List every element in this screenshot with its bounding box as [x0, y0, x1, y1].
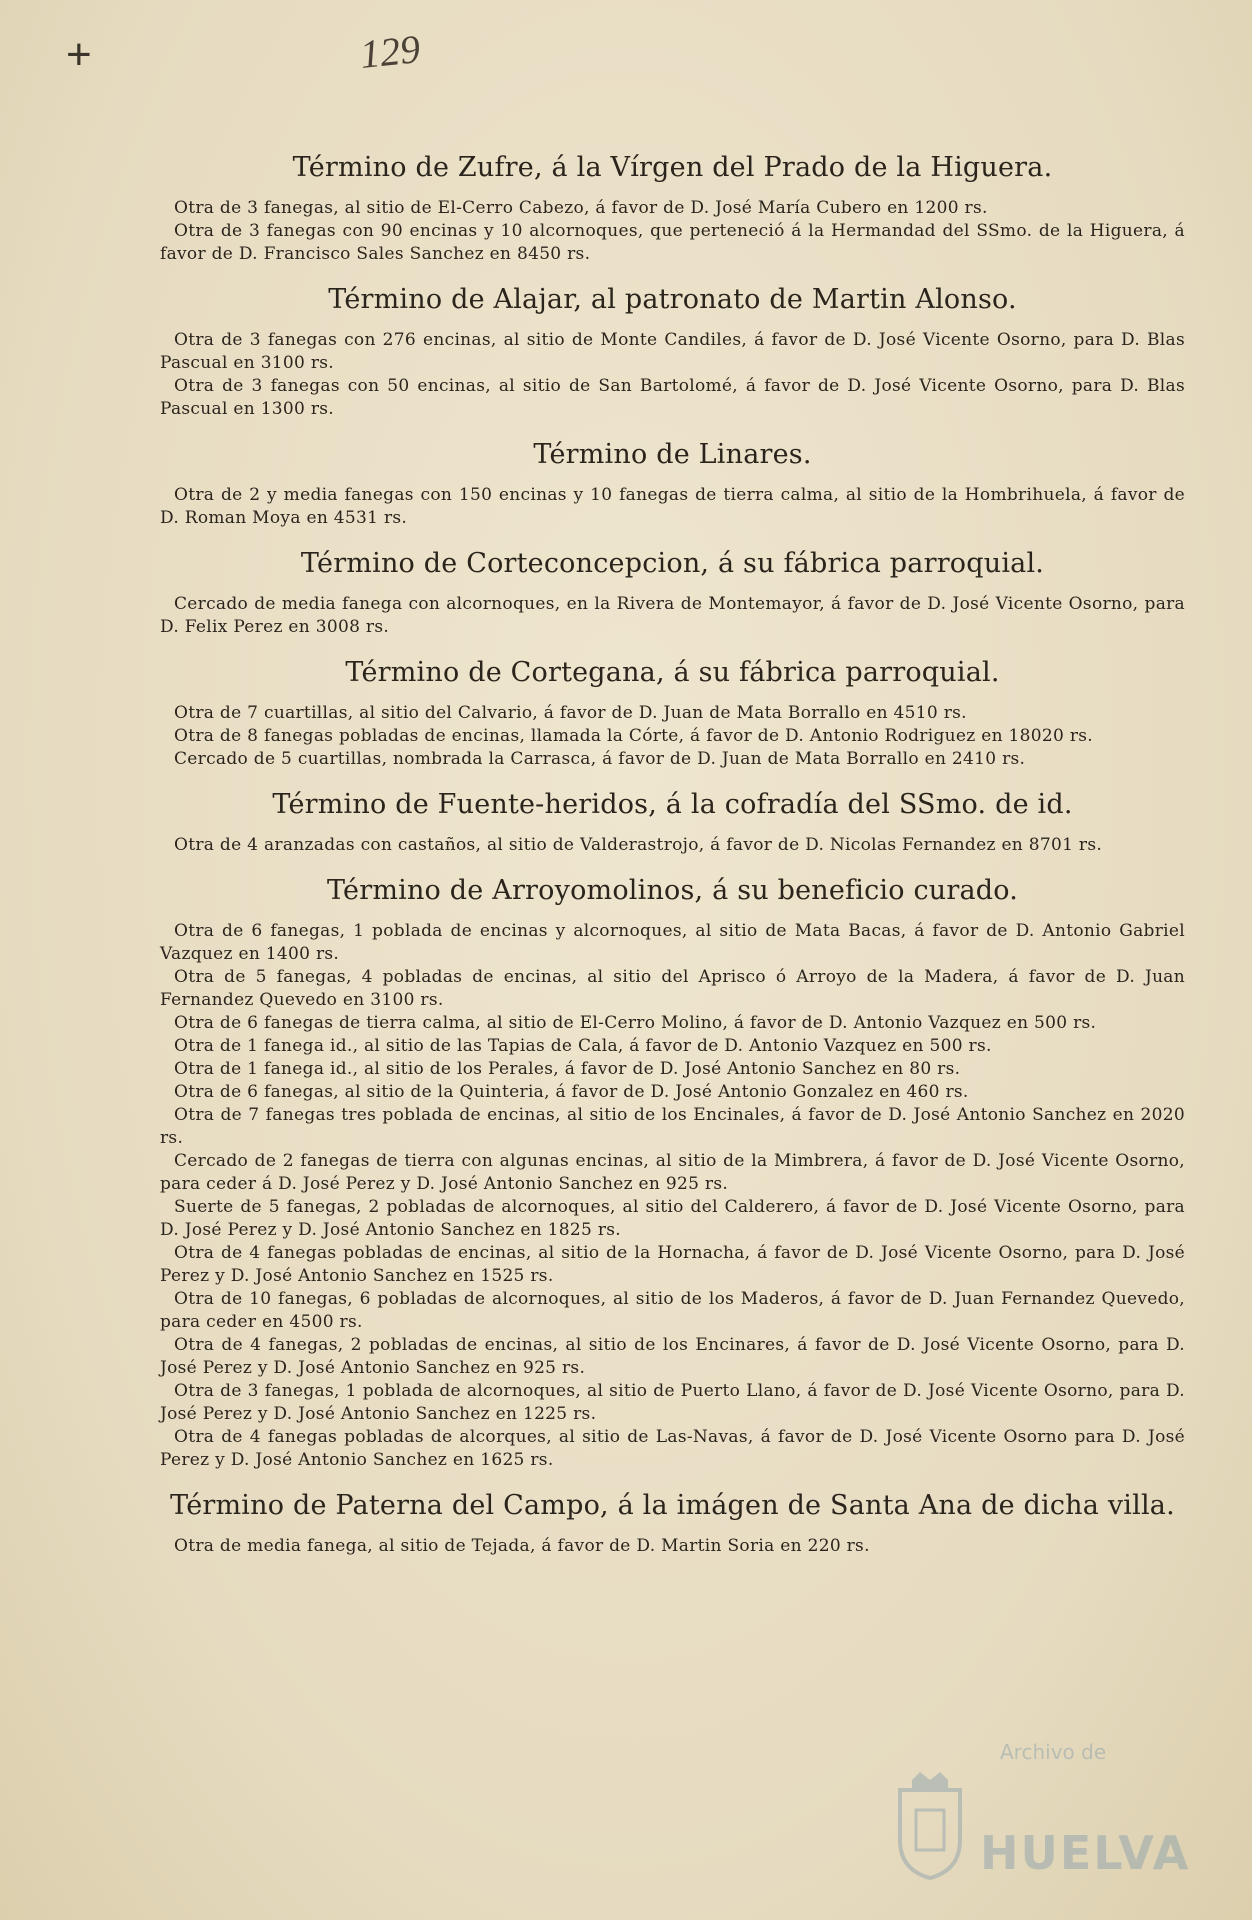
entry: Otra de 10 fanegas, 6 pobladas de alcornoques, al sitio de los Maderos, á favor de D. Juan Fernandez Quevedo, para ceder en 4500 rs. [160, 1289, 1185, 1332]
entry: Cercado de 5 cuartillas, nombrada la Carrasca, á favor de D. Juan de Mata Borrallo en 2410 rs. [174, 749, 1026, 769]
section-fuente-heridos [160, 777, 1185, 857]
entry: Otra de 4 aranzadas con castaños, al sitio de Valderastrojo, á favor de D. Nicolas Fernandez en 8701 rs. [174, 835, 1103, 855]
section-heading: Término de Zufre, á la Vírgen del Prado de la Higuera. [292, 152, 1053, 183]
entry: Otra de 4 fanegas, 2 pobladas de encinas, al sitio de los Encinares, á favor de D. José Vicente Osorno, para D. José Perez y D. José Antonio Sanchez en 925 rs. [160, 1335, 1185, 1378]
entry: Otra de 1 fanega id., al sitio de los Perales, á favor de D. José Antonio Sanchez en 80 rs. [174, 1059, 961, 1079]
entry: Otra de 3 fanegas, al sitio de El-Cerro Cabezo, á favor de D. José María Cubero en 1200 rs. [174, 198, 988, 218]
entry: Otra de 3 fanegas con 90 encinas y 10 alcornoques, que perteneció á la Hermandad del SSmo. de la Higuera, á favor de D. Francisco Sales Sanchez en 8450 rs. [160, 221, 1185, 264]
entry: Otra de media fanega, al sitio de Tejada, á favor de D. Martin Soria en 220 rs. [174, 1536, 870, 1556]
section-heading: Término de Cortegana, á su fábrica parroquial. [345, 657, 1000, 688]
handwritten-folio-number: 129 [357, 25, 423, 78]
entry: Otra de 4 fanegas pobladas de encinas, al sitio de la Hornacha, á favor de D. José Vicente Osorno, para D. José Perez y D. José Antonio Sanchez en 1525 rs. [160, 1243, 1185, 1286]
watermark-archive-text: Archivo de [1000, 1740, 1107, 1764]
section-heading: Término de Fuente-heridos, á la cofradía del SSmo. de id. [272, 789, 1073, 820]
document-body [160, 140, 1185, 1564]
entry: Otra de 7 fanegas tres poblada de encinas, al sitio de los Encinales, á favor de D. José Antonio Sanchez en 2020 rs. [160, 1105, 1185, 1148]
entry: Otra de 3 fanegas con 50 encinas, al sitio de San Bartolomé, á favor de D. José Vicente Osorno, para D. Blas Pascual en 1300 rs. [160, 376, 1185, 419]
entry: Otra de 3 fanegas, 1 poblada de alcornoques, al sitio de Puerto Llano, á favor de D. José Vicente Osorno, para D. José Perez y D. José Antonio Sanchez en 1225 rs. [160, 1381, 1185, 1424]
entry: Otra de 4 fanegas pobladas de alcorques, al sitio de Las-Navas, á favor de D. José Vicente Osorno para D. José Perez y D. José Antonio Sanchez en 1625 rs. [160, 1427, 1185, 1470]
watermark-huelva-text: HUELVA [980, 1826, 1191, 1880]
entry: Otra de 1 fanega id., al sitio de las Tapias de Cala, á favor de D. Antonio Vazquez en 500 rs. [174, 1036, 992, 1056]
section-heading: Término de Arroyomolinos, á su beneficio curado. [326, 875, 1019, 906]
handwritten-plus-mark: + [66, 30, 92, 79]
section-heading: Término de Alajar, al patronato de Martin Alonso. [328, 284, 1017, 315]
section-paterna [160, 1478, 1185, 1558]
entry: Otra de 5 fanegas, 4 pobladas de encinas, al sitio del Aprisco ó Arroyo de la Madera, á favor de D. Juan Fernandez Quevedo en 3100 rs. [160, 967, 1185, 1010]
entry: Otra de 6 fanegas, al sitio de la Quinteria, á favor de D. José Antonio Gonzalez en 460 rs. [174, 1082, 969, 1102]
entry: Otra de 2 y media fanegas con 150 encinas y 10 fanegas de tierra calma, al sitio de la Hombrihuela, á favor de D. Roman Moya en 4531 rs. [160, 485, 1185, 528]
crest-icon [890, 1770, 970, 1880]
entry: Otra de 6 fanegas, 1 poblada de encinas y alcornoques, al sitio de Mata Bacas, á favor de D. Antonio Gabriel Vazquez en 1400 rs. [160, 921, 1185, 964]
entry: Cercado de media fanega con alcornoques, en la Rivera de Montemayor, á favor de D. José Vicente Osorno, para D. Felix Perez en 3008 rs. [160, 594, 1185, 637]
entry: Otra de 8 fanegas pobladas de encinas, llamada la Córte, á favor de D. Antonio Rodriguez en 18020 rs. [174, 726, 1093, 746]
section-corteconcepcion [160, 536, 1185, 639]
entry: Otra de 3 fanegas con 276 encinas, al sitio de Monte Candiles, á favor de D. José Vicente Osorno, para D. Blas Pascual en 3100 rs. [160, 330, 1185, 373]
section-cortegana [160, 645, 1185, 771]
section-zufre [160, 140, 1185, 266]
entry: Otra de 6 fanegas de tierra calma, al sitio de El-Cerro Molino, á favor de D. Antonio Vazquez en 500 rs. [174, 1013, 1097, 1033]
section-heading: Término de Corteconcepcion, á su fábrica parroquial. [300, 548, 1045, 579]
section-heading: Término de Linares. [533, 439, 812, 470]
section-alajar [160, 272, 1185, 421]
entry: Cercado de 2 fanegas de tierra con algunas encinas, al sitio de la Mimbrera, á favor de D. José Vicente Osorno, para ceder á D. José Perez y D. José Antonio Sanchez en 925 rs. [160, 1151, 1185, 1194]
entry: Suerte de 5 fanegas, 2 pobladas de alcornoques, al sitio del Calderero, á favor de D. José Vicente Osorno, para D. José Perez y D. José Antonio Sanchez en 1825 rs. [160, 1197, 1185, 1240]
entry: Otra de 7 cuartillas, al sitio del Calvario, á favor de D. Juan de Mata Borrallo en 4510 rs. [174, 703, 967, 723]
section-linares [160, 427, 1185, 530]
archive-watermark [890, 1740, 1191, 1900]
section-arroyomolinos [160, 863, 1185, 1472]
section-heading: Término de Paterna del Campo, á la imágen de Santa Ana de dicha villa. [170, 1490, 1175, 1521]
